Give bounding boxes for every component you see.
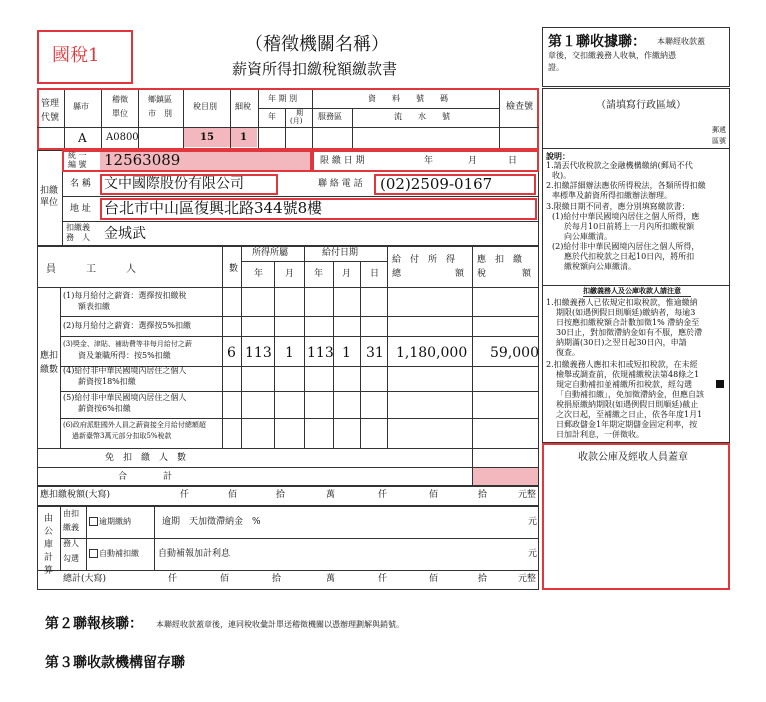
- h-code: 代號: [41, 113, 60, 123]
- auto-checkbox[interactable]: [89, 549, 98, 558]
- copy2-desc: 本聯經收款蓋章後，連同稅收彙計單送稽徵機關以憑辦理劃解與銷號。: [156, 620, 404, 629]
- ob-2f: 之次日起，至補繳之日止，依各年度1月1: [556, 410, 703, 419]
- r3-count: 6: [227, 345, 236, 361]
- agent-label1: 扣繳義: [66, 223, 90, 232]
- auto-check-label: 自動補扣繳: [99, 549, 139, 558]
- h-sub: 細稅: [235, 102, 251, 111]
- row4-l2: 薪資按18%扣繳: [78, 377, 136, 386]
- ob-1b: 期限(如遇例假日則順延)繳納者，每逾3: [556, 308, 696, 317]
- tr-u7: 拾: [478, 574, 488, 584]
- payer-side1: 扣繳: [40, 186, 59, 196]
- r3-period-month: 1: [285, 345, 294, 361]
- th-total-pay: 給 付 所 得: [392, 255, 456, 265]
- r3-tax: 59,000: [490, 345, 539, 361]
- payer-agent: 金城武: [104, 226, 146, 242]
- caps-u5: 仟: [378, 490, 388, 500]
- caps-label: 應扣繳稅額(大寫): [40, 490, 111, 500]
- late-text: 逾期 天加徵滯納金 %: [162, 517, 261, 527]
- payer-name: 文中國際股份有限公司: [104, 176, 244, 192]
- th-pay-date: 給付日期: [322, 248, 359, 258]
- ob-1c: 日按應扣繳稅額合計數加徵1% 滯納金至: [556, 318, 700, 327]
- side-label1: 應扣: [40, 351, 59, 361]
- name-label: 名 稱: [70, 179, 91, 189]
- tr-side2: 公: [44, 527, 54, 537]
- form-title: 薪資所得扣繳稅額繳款書: [232, 60, 398, 78]
- r3-period-year: 113: [245, 345, 272, 361]
- tr-sub2: 繳義: [63, 523, 79, 532]
- th-tax2: 稅 額: [477, 269, 532, 279]
- ob-1: 1.扣繳義務人已依規定扣取稅款，惟逾繳納: [546, 298, 698, 307]
- stamp-box: [542, 443, 730, 590]
- row3-l1: (3)獎金、津貼、補助費等非每月給付之薪: [63, 340, 192, 348]
- tr-u3: 拾: [272, 574, 282, 584]
- late-check-label: 逾期繳納: [99, 517, 131, 526]
- r3-pay-month: 1: [342, 345, 351, 361]
- h-service: 服務區: [318, 112, 342, 121]
- caps-u4: 萬: [326, 490, 336, 500]
- th-period-paid: 所得所屬: [252, 248, 289, 258]
- note-3a2: 於每月10日前將上一月內所扣繳稅額: [564, 222, 695, 231]
- note-3: 3.限繳日期不同者，應分別填寫繳款書：: [546, 202, 690, 211]
- copy3-label: 第３聯收款機構留存聯: [45, 655, 185, 671]
- v-sub: 1: [240, 132, 247, 143]
- h-period: 年 期 別: [268, 94, 298, 103]
- ob-2b: 檢舉或調查前，依規補繳稅法第48條之1: [556, 370, 700, 379]
- agency-name: （稽徵機關名稱）: [245, 34, 389, 55]
- uid-label1: 統 一: [68, 151, 87, 160]
- v-county: A: [78, 131, 87, 145]
- note-1b: 收)。: [552, 171, 572, 180]
- h-month1: 期: [296, 109, 303, 117]
- ob-2h: 日加計利息，一併徵收。: [556, 430, 644, 439]
- row5-l2: 薪資按6%扣繳: [78, 404, 131, 413]
- note-2: 2.扣繳詳細辦法應依所得稅法，各類所得扣繳: [546, 181, 706, 190]
- h-unit1: 稽徵: [112, 95, 128, 104]
- total-label: 合 計: [118, 472, 173, 482]
- exempt-label: 免 扣 繳 人 數: [105, 453, 187, 463]
- uid-value: 12563089: [104, 151, 181, 169]
- row6-l2: 過新臺幣3萬元部分扣取5%稅款: [72, 432, 172, 440]
- postal-label2: 區號: [712, 137, 726, 145]
- payer-address: 台北市中山區復興北路344號8樓: [104, 199, 323, 217]
- h-month2: (月): [290, 117, 303, 125]
- caps-u7: 拾: [478, 490, 488, 500]
- auto-text: 自動補報加計利息: [158, 549, 231, 559]
- h-township2: 市 別: [148, 109, 172, 118]
- tr-total-label: 總計(大寫): [63, 574, 107, 584]
- copy1-desc3: 證。: [548, 63, 564, 72]
- h-county: 縣市: [73, 102, 89, 111]
- caps-u1: 仟: [180, 490, 190, 500]
- tr-u8: 元整: [518, 574, 537, 584]
- h-serial: 流 水 號: [394, 112, 450, 121]
- payer-side2: 單位: [40, 198, 59, 208]
- note-3b: (2)給付非中華民國境內居住之個人所得，: [552, 242, 700, 251]
- h-data-no: 資 料 號 碼: [368, 94, 448, 103]
- tr-u5: 仟: [378, 574, 388, 584]
- admin-area: （請填寫行政區域）: [596, 100, 686, 111]
- h-township1: 鄉鎮區: [148, 95, 172, 104]
- ob-2e: 稅捐原繳納期限(如遇例假日則順延)截止: [556, 400, 699, 409]
- h-tax-type: 稅目別: [193, 102, 217, 111]
- row4-l1: (4)給付非中華民國境內居住之個人: [63, 366, 187, 375]
- r3-pay-year: 113: [307, 345, 334, 361]
- v-tax-type: 15: [200, 132, 214, 143]
- copy1-label: 第１聯收據聯：: [548, 34, 646, 50]
- v-unit: A0800: [106, 132, 139, 143]
- note-3a: (1)給付中華民國境內居住之個人所得，應: [552, 212, 700, 221]
- caps-u6: 佰: [429, 490, 439, 500]
- ob-2c: 規定自動補扣並補繳所扣稅款，經勾選: [556, 380, 692, 389]
- addr-label: 地 址: [70, 204, 91, 214]
- black-square-mark: [716, 380, 724, 388]
- copy1-desc2: 章後，交扣繳義務人收執，作繳納憑: [548, 51, 676, 60]
- th-count: 數: [229, 264, 239, 274]
- phone-label: 聯 絡 電 話: [318, 179, 363, 189]
- tr-sub4: 勾選: [63, 554, 79, 563]
- th-year-a: 年: [254, 269, 264, 279]
- caps-u8: 元整: [518, 490, 537, 500]
- deadline-day: 日: [508, 156, 518, 166]
- obligations-title: 扣繳義務人及公庫收款人請注意: [583, 286, 681, 295]
- form-code: 國稅1: [52, 45, 100, 66]
- th-day: 日: [370, 269, 380, 279]
- tr-u4: 萬: [326, 574, 336, 584]
- r3-pay-day: 31: [366, 345, 384, 361]
- row6-l1: (6)政府派駐國外人員之薪資接全月給付總額超: [63, 421, 206, 429]
- postal-label1: 郵遞: [712, 126, 726, 134]
- deadline-year: 年: [424, 156, 434, 166]
- h-manage: 管理: [41, 99, 60, 109]
- caps-u3: 拾: [276, 490, 286, 500]
- late-unit: 元: [528, 517, 538, 527]
- note-1: 1.請丟代收稅款之金融機構繳納(郵局不代: [546, 161, 693, 170]
- tr-side3: 庫: [44, 540, 54, 550]
- th-month-a: 月: [285, 269, 295, 279]
- ob-1d: 30日止，對加徵滯納金如有不服，應於滯: [556, 328, 703, 337]
- h-check: 檢查號: [506, 102, 534, 112]
- notes-title: 說明：: [546, 151, 570, 161]
- th-year-b: 年: [314, 269, 324, 279]
- copy2-label: 第２聯報核聯：: [45, 616, 143, 632]
- side-label2: 繳數: [40, 365, 59, 375]
- tr-u2: 佰: [220, 574, 230, 584]
- deadline-label: 限 繳 日 期: [320, 156, 365, 166]
- total-tax-pink: [473, 468, 538, 485]
- tr-sub1: 由扣: [63, 509, 79, 518]
- note-3a3: 向公庫繳清。: [564, 232, 612, 241]
- row1-l2: 額表扣繳: [78, 302, 110, 311]
- h-unit2: 單位: [112, 109, 128, 118]
- tr-side5: 算: [44, 566, 54, 576]
- h-year: 年: [268, 112, 276, 121]
- tr-side1: 由: [44, 514, 54, 524]
- deadline-month: 月: [468, 156, 478, 166]
- tr-sub3: 務人: [63, 539, 79, 548]
- ob-1e: 納期滿(30日)之翌日起30日內，申請: [556, 338, 687, 347]
- r3-total-pay: 1,180,000: [396, 345, 468, 361]
- th-employee: 員 工 人: [46, 264, 136, 275]
- copy1-desc1: 本聯經收款蓋: [657, 37, 705, 46]
- right-column: [542, 88, 730, 285]
- agent-label2: 務 人: [66, 233, 90, 242]
- caps-row: [37, 486, 539, 506]
- auto-unit: 元: [528, 549, 538, 559]
- ob-2g: 日郵政儲金1年期定期儲金固定利率，按: [556, 420, 698, 429]
- ob-2d: 「自動補扣繳」，免加徵滯納金，但應自該: [556, 390, 704, 399]
- late-checkbox[interactable]: [89, 517, 98, 526]
- row2-l1: (2)每月給付之薪資：選擇按5%扣繳: [63, 321, 192, 330]
- row1-l1: (1)每月給付之薪資：選擇按扣繳稅: [63, 291, 187, 300]
- caps-u2: 佰: [228, 490, 238, 500]
- uid-label2: 編 號: [68, 160, 87, 169]
- row3-l2: 資及兼職所得：按5%扣繳: [78, 351, 171, 360]
- ob-1f: 復查。: [556, 348, 580, 357]
- tr-u1: 仟: [168, 574, 178, 584]
- note-3b3: 繳稅額向公庫繳清。: [564, 262, 636, 271]
- th-tax: 應 扣 繳: [477, 255, 523, 265]
- note-2b: 率標準及薪資所得扣繳辦法辦理。: [552, 191, 672, 200]
- ob-2: 2.扣繳義務人應扣未扣或短扣稅款，在未經: [546, 360, 698, 369]
- th-total-pay2: 總 額: [392, 269, 465, 279]
- stamp-label: 收款公庫及經收人員蓋章: [578, 452, 688, 463]
- row5-l1: (5)給付非中華民國境內居住之個人: [63, 393, 187, 402]
- payer-phone: (02)2509-0167: [380, 175, 493, 193]
- note-3b2: 應於代扣稅款之日起10日內，將所扣: [564, 252, 695, 261]
- th-month-b: 月: [342, 269, 352, 279]
- tr-u6: 佰: [429, 574, 439, 584]
- tr-side4: 計: [44, 553, 54, 563]
